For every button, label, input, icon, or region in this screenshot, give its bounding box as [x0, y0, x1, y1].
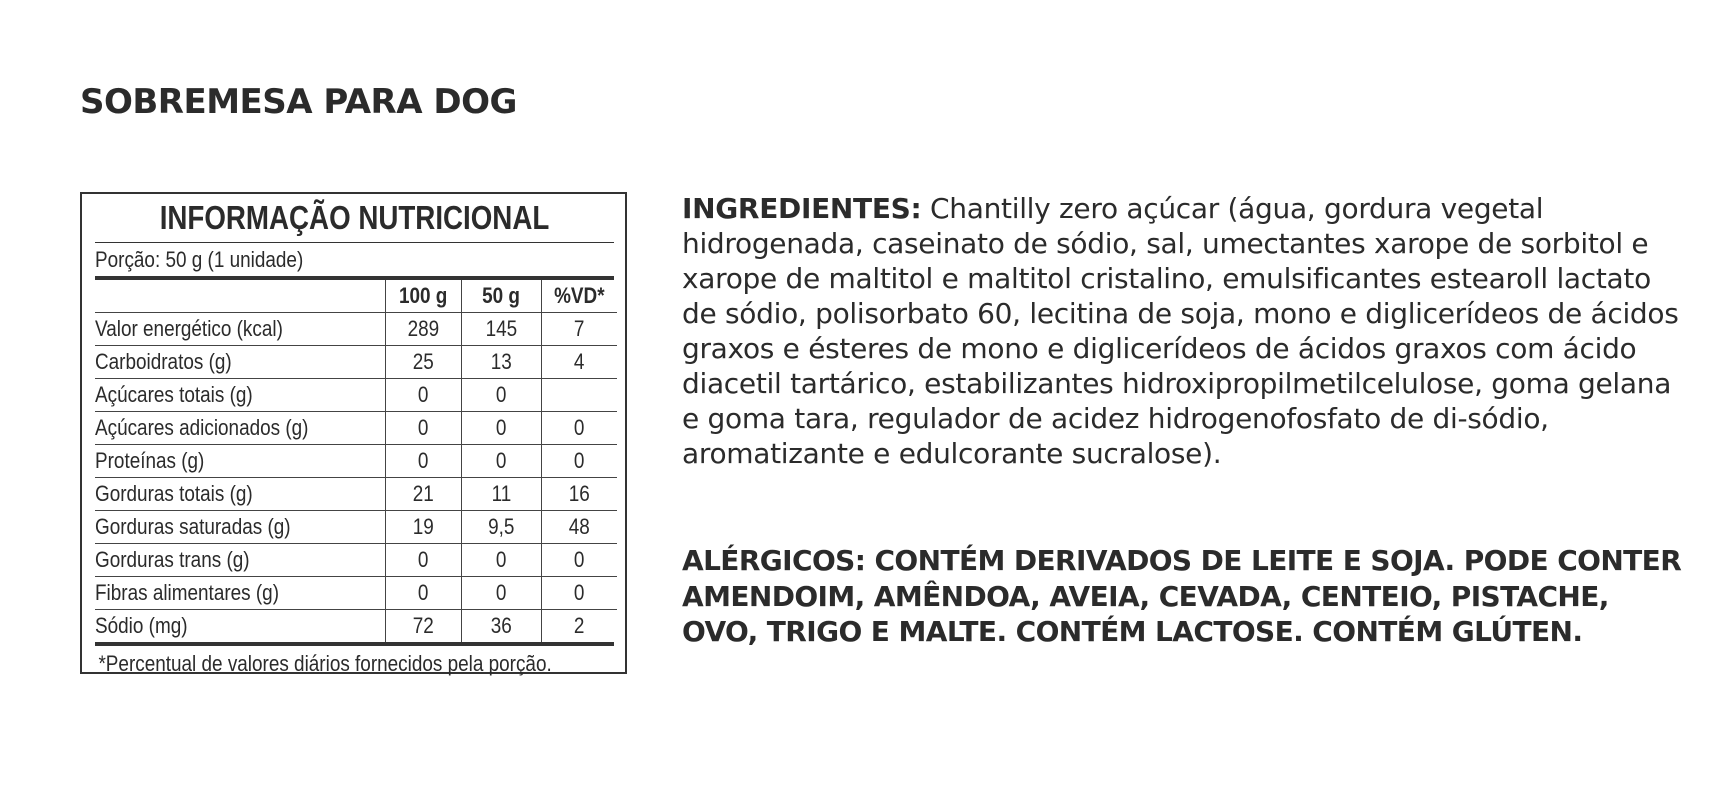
- nutrition-grid: [95, 280, 617, 642]
- nutrient-name: Proteínas (g): [95, 445, 385, 478]
- table-row: [95, 478, 617, 511]
- value-vd: 2: [541, 610, 617, 643]
- table-header-row: [95, 280, 617, 313]
- nutrient-name: Carboidratos (g): [95, 346, 385, 379]
- table-row: [95, 511, 617, 544]
- product-title: SOBREMESA PARA DOG: [80, 82, 517, 122]
- table-row: [95, 313, 617, 346]
- value-100g: 0: [385, 445, 461, 478]
- nutrient-name: Fibras alimentares (g): [95, 577, 385, 610]
- value-50g: 0: [461, 445, 541, 478]
- value-100g: 289: [385, 313, 461, 346]
- value-50g: 0: [461, 544, 541, 577]
- ingredients-label: INGREDIENTES:: [682, 192, 922, 225]
- value-100g: 0: [385, 379, 461, 412]
- value-50g: 11: [461, 478, 541, 511]
- value-vd: 0: [541, 445, 617, 478]
- value-vd: 48: [541, 511, 617, 544]
- header-blank: [95, 280, 385, 313]
- table-row: [95, 412, 617, 445]
- nutrient-name: Valor energético (kcal): [95, 313, 385, 346]
- header-50g: 50 g: [461, 280, 541, 313]
- value-vd: 0: [541, 412, 617, 445]
- nutrient-name: Açúcares adicionados (g): [95, 412, 385, 445]
- value-100g: 72: [385, 610, 461, 643]
- header-100g: 100 g: [385, 280, 461, 313]
- nutrient-name: Gorduras saturadas (g): [95, 511, 385, 544]
- ingredients-text: [682, 191, 1682, 471]
- nutrition-heading: INFORMAÇÃO NUTRICIONAL: [159, 199, 550, 236]
- allergens-text: ALÉRGICOS: CONTÉM DERIVADOS DE LEITE E SOJA. PODE CONTER AMENDOIM, AMÊNDOA, AVEIA, CEVADA, CENTEIO, PISTACHE, OVO, TRIGO E MALTE. CONTÉM LACTOSE. CONTÉM GLÚTEN.: [682, 544, 1682, 648]
- value-50g: 13: [461, 346, 541, 379]
- nutrition-facts-table: [80, 192, 627, 674]
- nutrient-name: Açúcares totais (g): [95, 379, 385, 412]
- value-100g: 25: [385, 346, 461, 379]
- value-50g: 145: [461, 313, 541, 346]
- table-row: [95, 577, 617, 610]
- value-vd: 16: [541, 478, 617, 511]
- value-vd: 7: [541, 313, 617, 346]
- value-50g: 0: [461, 412, 541, 445]
- table-row: [95, 610, 617, 643]
- value-vd: 4: [541, 346, 617, 379]
- footnote: *Percentual de valores diários fornecidos pela porção.: [98, 651, 552, 676]
- value-100g: 0: [385, 544, 461, 577]
- nutrient-name: Gorduras totais (g): [95, 478, 385, 511]
- value-100g: 0: [385, 577, 461, 610]
- value-vd: 0: [541, 544, 617, 577]
- value-100g: 0: [385, 412, 461, 445]
- table-row: [95, 346, 617, 379]
- value-50g: 0: [461, 577, 541, 610]
- table-row: [95, 544, 617, 577]
- ingredients-list: Chantilly zero açúcar (água, gordura vegetal hidrogenada, caseinato de sódio, sal, umectantes xarope de sorbitol e xarope de maltitol e maltitol cristalino, emulsificantes estearoll lactato de sódio, polisorbato 60, lecitina de soja, mono e diglicerídeos de ácidos graxos e ésteres de mono e diglicerídeos de ácidos graxos com ácido diacetil tartárico, estabilizantes hidroxipropilmetilcelulose, goma gelana e goma tara, regulador de acidez hidrogenofosfato de di-sódio, aromatizante e edulcorante sucralose).: [682, 192, 1679, 470]
- value-50g: 36: [461, 610, 541, 643]
- value-50g: 0: [461, 379, 541, 412]
- nutrient-name: Sódio (mg): [95, 613, 188, 638]
- table-row: [95, 379, 617, 412]
- value-50g: 9,5: [461, 511, 541, 544]
- value-vd: 0: [541, 577, 617, 610]
- table-row: [95, 445, 617, 478]
- header-vd: %VD*: [541, 280, 617, 313]
- nutrient-name: Gorduras trans (g): [95, 544, 385, 577]
- value-100g: 21: [385, 478, 461, 511]
- portion-size: Porção: 50 g (1 unidade): [95, 247, 304, 272]
- value-vd: [541, 379, 617, 412]
- value-100g: 19: [385, 511, 461, 544]
